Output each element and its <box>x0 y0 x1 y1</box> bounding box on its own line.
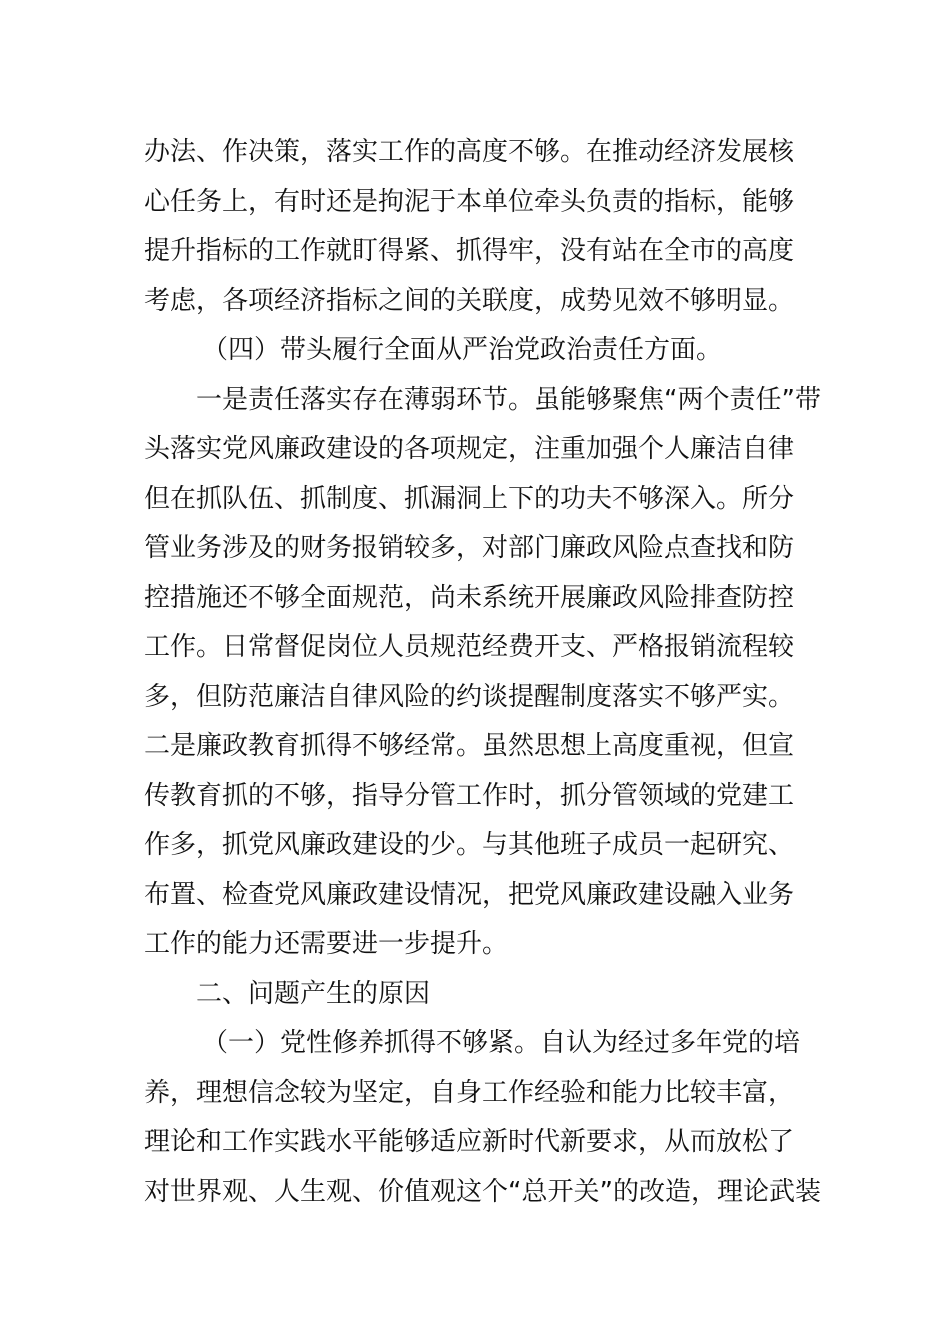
text-line: 二是廉政教育抓得不够经常。虽然思想上高度重视，但宣 <box>144 731 795 761</box>
text-line: 养，理想信念较为坚定，自身工作经验和能力比较丰富， <box>144 1077 795 1108</box>
text-line: 但在抓队伍、抓制度、抓漏洞上下的功夫不够深入。所分 <box>144 483 795 514</box>
document-body <box>144 128 821 1217</box>
text-line: 管业务涉及的财务报销较多，对部门廉政风险点查找和防 <box>144 533 795 563</box>
text-line: 作多，抓党风廉政建设的少。与其他班子成员一起研究、 <box>144 830 795 860</box>
text-line: 布置、检查党风廉政建设情况，把党风廉政建设融入业务 <box>144 879 795 910</box>
text-line: 提升指标的工作就盯得紧、抓得牢，没有站在全市的高度 <box>144 236 795 266</box>
text-line: 办法、作决策，落实工作的高度不够。在推动经济发展核 <box>144 137 795 167</box>
text-line: 传教育抓的不够，指导分管工作时，抓分管领域的党建工 <box>144 780 795 811</box>
text-line: 心任务上，有时还是拘泥于本单位牵头负责的指标，能够 <box>144 186 795 217</box>
text-line: 对世界观、人生观、价值观这个“总开关”的改造，理论武装 <box>144 1176 821 1207</box>
text-line: 一是责任落实存在薄弱环节。虽能够聚焦“两个责任”带 <box>196 384 821 415</box>
text-line: 工作的能力还需要进一步提升。 <box>144 929 509 959</box>
text-line: 头落实党风廉政建设的各项规定，注重加强个人廉洁自律 <box>144 434 795 464</box>
section-heading: （四）带头履行全面从严治党政治责任方面。 <box>202 335 723 365</box>
text-line: 控措施还不够全面规范，尚未系统开展廉政风险排查防控 <box>144 582 795 613</box>
text-line: （一）党性修养抓得不够紧。自认为经过多年党的培 <box>202 1028 801 1058</box>
text-line: 理论和工作实践水平能够适应新时代新要求，从而放松了 <box>144 1127 795 1157</box>
text-line: 多，但防范廉洁自律风险的约谈提醒制度落实不够严实。 <box>144 681 795 712</box>
section-heading: 二、问题产生的原因 <box>196 978 431 1009</box>
text-line: 考虑，各项经济指标之间的关联度，成势见效不够明显。 <box>144 285 795 316</box>
text-line: 工作。日常督促岗位人员规范经费开支、严格报销流程较 <box>144 632 795 662</box>
